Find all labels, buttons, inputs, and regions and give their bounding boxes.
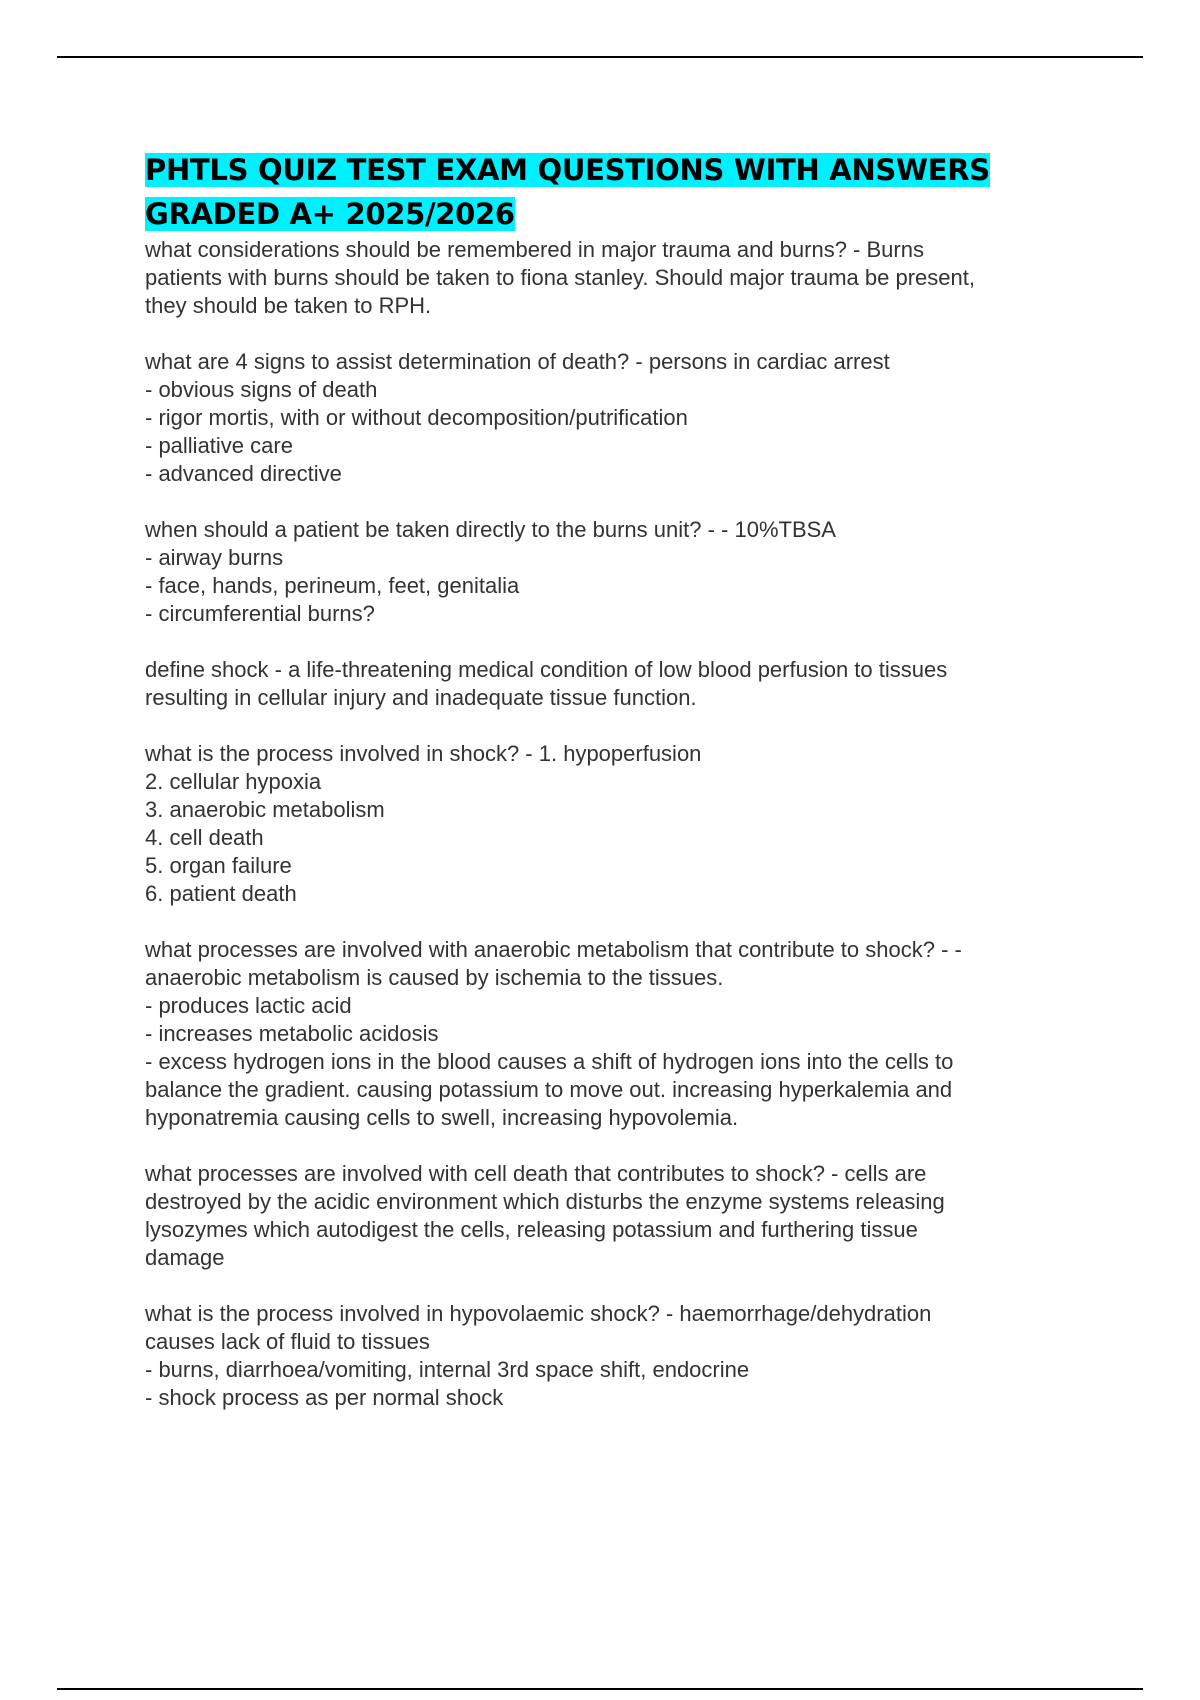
qa-line: - face, hands, perineum, feet, genitalia xyxy=(145,573,520,598)
qa-line: 2. cellular hypoxia xyxy=(145,769,322,794)
title-line-1: PHTLS QUIZ TEST EXAM QUESTIONS WITH ANSWERS xyxy=(145,153,990,187)
qa-line: - palliative care xyxy=(145,433,293,458)
title-line-2: GRADED A+ 2025/2026 xyxy=(145,197,515,231)
qa-line: 5. organ failure xyxy=(145,853,292,878)
qa-item xyxy=(145,656,1075,712)
qa-item xyxy=(145,1160,1075,1272)
qa-item xyxy=(145,936,1075,1132)
qa-line: - circumferential burns? xyxy=(145,601,375,626)
qa-item xyxy=(145,1300,1075,1412)
document-body xyxy=(145,148,1075,1440)
qa-line: define shock - a life-threatening medical condition of low blood perfusion to tissues xyxy=(145,657,948,682)
qa-line: resulting in cellular injury and inadequate tissue function. xyxy=(145,685,697,710)
document-title xyxy=(145,148,1075,236)
qa-line: they should be taken to RPH. xyxy=(145,293,432,318)
qa-line: hyponatremia causing cells to swell, increasing hypovolemia. xyxy=(145,1105,739,1130)
qa-line: - burns, diarrhoea/vomiting, internal 3rd space shift, endocrine xyxy=(145,1357,750,1382)
qa-line: destroyed by the acidic environment which disturbs the enzyme systems releasing xyxy=(145,1189,945,1214)
qa-list xyxy=(145,236,1075,1412)
qa-line: 6. patient death xyxy=(145,881,297,906)
qa-item xyxy=(145,348,1075,488)
qa-line: - obvious signs of death xyxy=(145,377,378,402)
qa-line: what considerations should be remembered in major trauma and burns? - Burns xyxy=(145,237,924,262)
qa-line: causes lack of fluid to tissues xyxy=(145,1329,430,1354)
qa-line: - produces lactic acid xyxy=(145,993,352,1018)
qa-line: what are 4 signs to assist determination of death? - persons in cardiac arrest xyxy=(145,349,890,374)
qa-line: what is the process involved in shock? - 1. hypoperfusion xyxy=(145,741,702,766)
qa-item xyxy=(145,740,1075,908)
qa-line: - rigor mortis, with or without decomposition/putrification xyxy=(145,405,688,430)
qa-line: 3. anaerobic metabolism xyxy=(145,797,385,822)
qa-line: what is the process involved in hypovolaemic shock? - haemorrhage/dehydration xyxy=(145,1301,932,1326)
qa-line: - advanced directive xyxy=(145,461,342,486)
qa-line: balance the gradient. causing potassium to move out. increasing hyperkalemia and xyxy=(145,1077,953,1102)
qa-line: anaerobic metabolism is caused by ischemia to the tissues. xyxy=(145,965,724,990)
qa-line: lysozymes which autodigest the cells, releasing potassium and furthering tissue xyxy=(145,1217,918,1242)
qa-line: 4. cell death xyxy=(145,825,264,850)
qa-line: - excess hydrogen ions in the blood causes a shift of hydrogen ions into the cells to xyxy=(145,1049,954,1074)
qa-line: damage xyxy=(145,1245,225,1270)
qa-line: patients with burns should be taken to fiona stanley. Should major trauma be present, xyxy=(145,265,975,290)
qa-line: - shock process as per normal shock xyxy=(145,1385,504,1410)
qa-item xyxy=(145,516,1075,628)
bottom-rule xyxy=(57,1688,1143,1690)
top-rule xyxy=(57,56,1143,58)
qa-item xyxy=(145,236,1075,320)
qa-line: - airway burns xyxy=(145,545,284,570)
qa-line: what processes are involved with cell death that contributes to shock? - cells are xyxy=(145,1161,927,1186)
qa-line: when should a patient be taken directly to the burns unit? - - 10%TBSA xyxy=(145,517,836,542)
qa-line: what processes are involved with anaerobic metabolism that contribute to shock? - - xyxy=(145,937,962,962)
qa-line: - increases metabolic acidosis xyxy=(145,1021,439,1046)
